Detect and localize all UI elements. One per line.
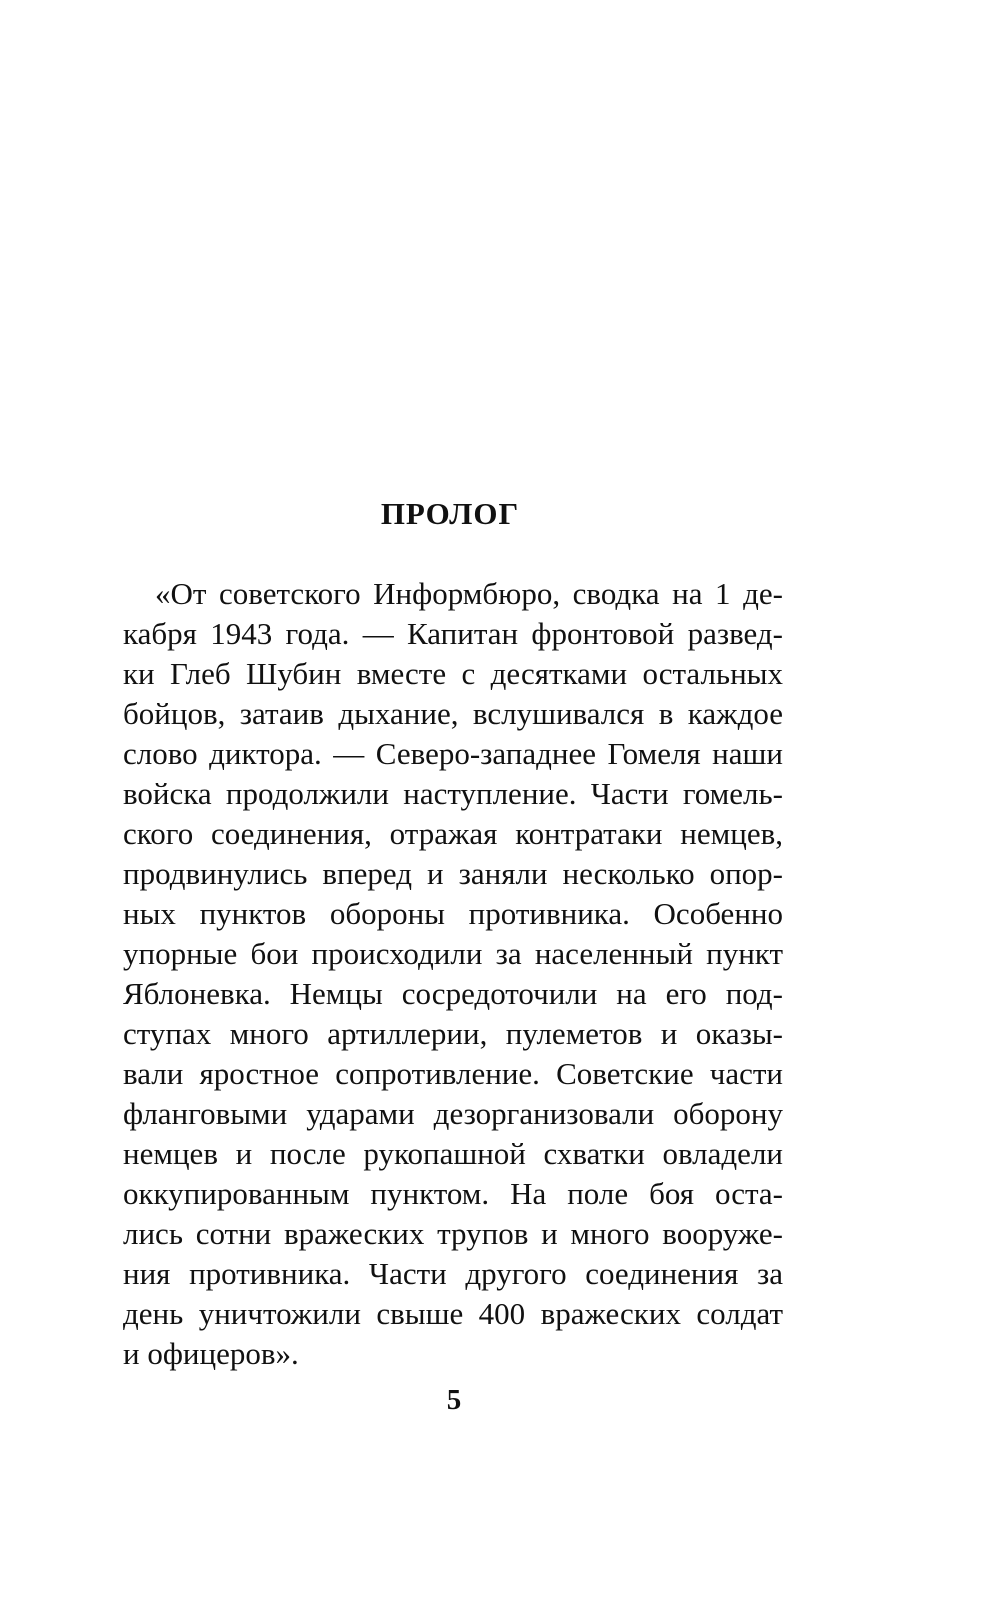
- text-line: «От советского Информбюро, сводка на 1 де-: [155, 576, 783, 611]
- text-line: день уничтожили свыше 400 вражеских солдат: [123, 1296, 783, 1331]
- text-line: упорные бои происходили за населенный пункт: [123, 936, 783, 971]
- text-line: немцев и после рукопашной схватки овладели: [123, 1136, 783, 1171]
- text-line: кабря 1943 года. — Капитан фронтовой развед-: [123, 616, 783, 651]
- text-line: ки Глеб Шубин вместе с десятками остальных: [123, 656, 783, 691]
- text-line: ского соединения, отражая контратаки немцев,: [123, 816, 783, 851]
- text-line: бойцов, затаив дыхание, вслушивался в каждое: [123, 696, 783, 731]
- text-line: Яблоневка. Немцы сосредоточили на его под-: [123, 976, 783, 1011]
- text-line: продвинулись вперед и заняли несколько опор-: [123, 856, 783, 891]
- text-line: и офицеров».: [123, 1336, 299, 1371]
- text-line: фланговыми ударами дезорганизовали оборону: [123, 1096, 783, 1131]
- text-line: оккупированным пунктом. На поле боя оста-: [123, 1176, 783, 1211]
- text-line: вали яростное сопротивление. Советские части: [123, 1056, 783, 1091]
- text-line: ных пунктов обороны противника. Особенно: [123, 896, 783, 931]
- page-number: 5: [446, 1384, 462, 1416]
- text-line: войска продолжили наступление. Части гомель-: [123, 776, 783, 811]
- text-line: лись сотни вражеских трупов и много вооруже-: [123, 1216, 783, 1251]
- text-line: ступах много артиллерии, пулеметов и оказы-: [123, 1016, 783, 1051]
- text-line: ния противника. Части другого соединения за: [123, 1256, 783, 1291]
- paragraph: [123, 574, 783, 1374]
- text-line: слово диктора. — Северо-западнее Гомеля наши: [123, 736, 783, 771]
- chapter-title: ПРОЛОГ: [380, 496, 520, 531]
